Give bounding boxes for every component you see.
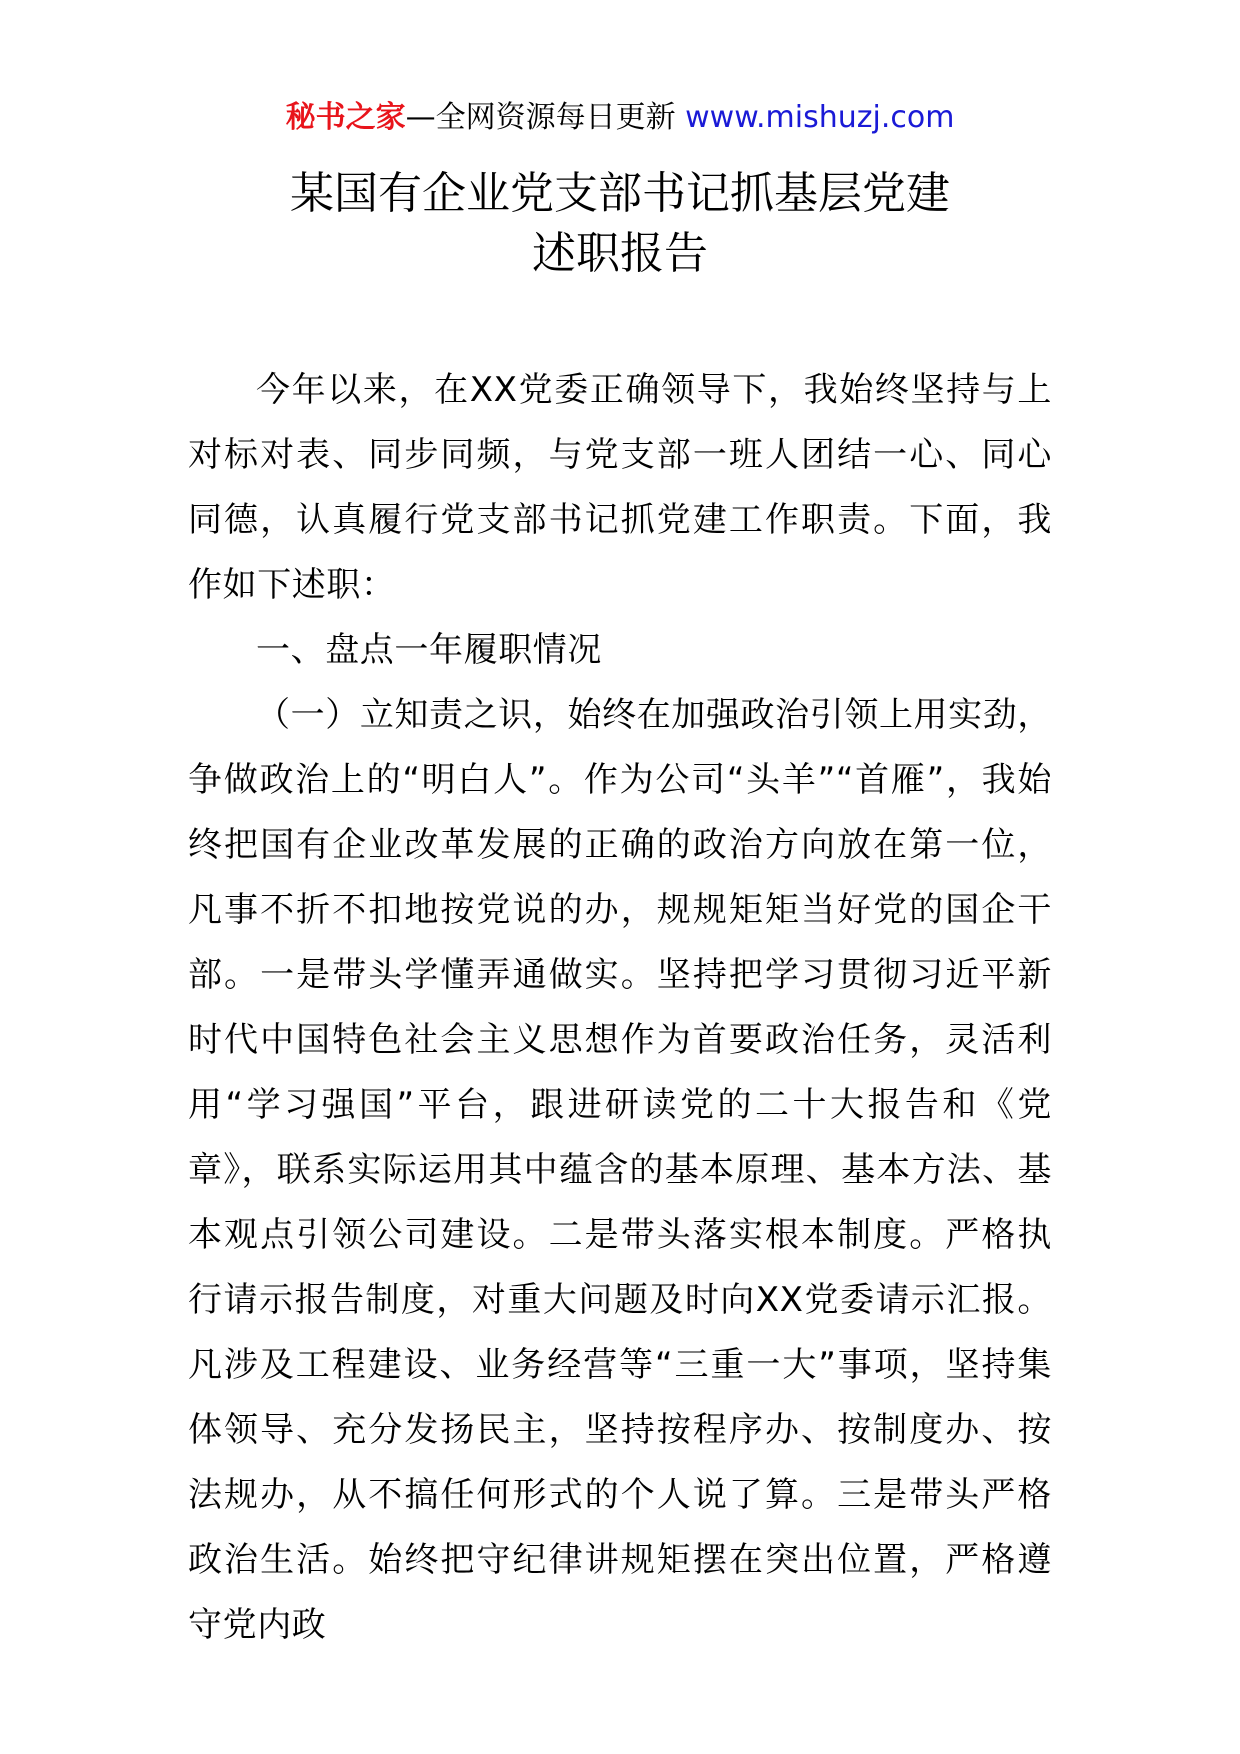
section-heading: 一、盘点一年履职情况 bbox=[256, 630, 602, 670]
title-line-1: 某国有企业党支部书记抓基层党建 bbox=[290, 168, 950, 219]
document-body bbox=[188, 358, 1052, 1658]
title-line-2: 述职报告 bbox=[532, 228, 708, 279]
site-banner bbox=[0, 98, 1240, 138]
intro-paragraph: 今年以来，在XX党委正确领导下，我始终坚持与上对标对表、同步同频，与党支部一班人团结一心、同心同德，认真履行党支部书记抓党建工作职责。下面，我作如下述职： bbox=[188, 370, 1052, 605]
body-paragraph: （一）立知责之识，始终在加强政治引领上用实劲，争做政治上的“明白人”。作为公司“头羊”“首雁”，我始终把国有企业改革发展的正确的政治方向放在第一位，凡事不折不扣地按党说的办，规规矩矩当好党的国企干部。一是带头学懂弄通做实。坚持把学习贯彻习近平新时代中国特色社会主义思想作为首要政治任务，灵活利用“学习强国”平台，跟进研读党的二十大报告和《党章》，联系实际运用其中蕴含的基本原理、基本方法、基本观点引领公司建设。二是带头落实根本制度。严格执行请示报告制度，对重大问题及时向XX党委请示汇报。凡涉及工程建设、业务经营等“三重一大”事项，坚持集体领导、充分发扬民主，坚持按程序办、按制度办、按法规办，从不搞任何形式的个人说了算。三是带头严格政治生活。始终把守纪律讲规矩摆在突出位置，严格遵守党内政 bbox=[188, 695, 1052, 1645]
banner-tagline: —全网资源每日更新 bbox=[405, 100, 686, 135]
site-url-link[interactable]: www.mishuzj.com bbox=[685, 100, 955, 135]
brand-name: 秘书之家 bbox=[285, 100, 406, 135]
document-title bbox=[0, 164, 1240, 284]
